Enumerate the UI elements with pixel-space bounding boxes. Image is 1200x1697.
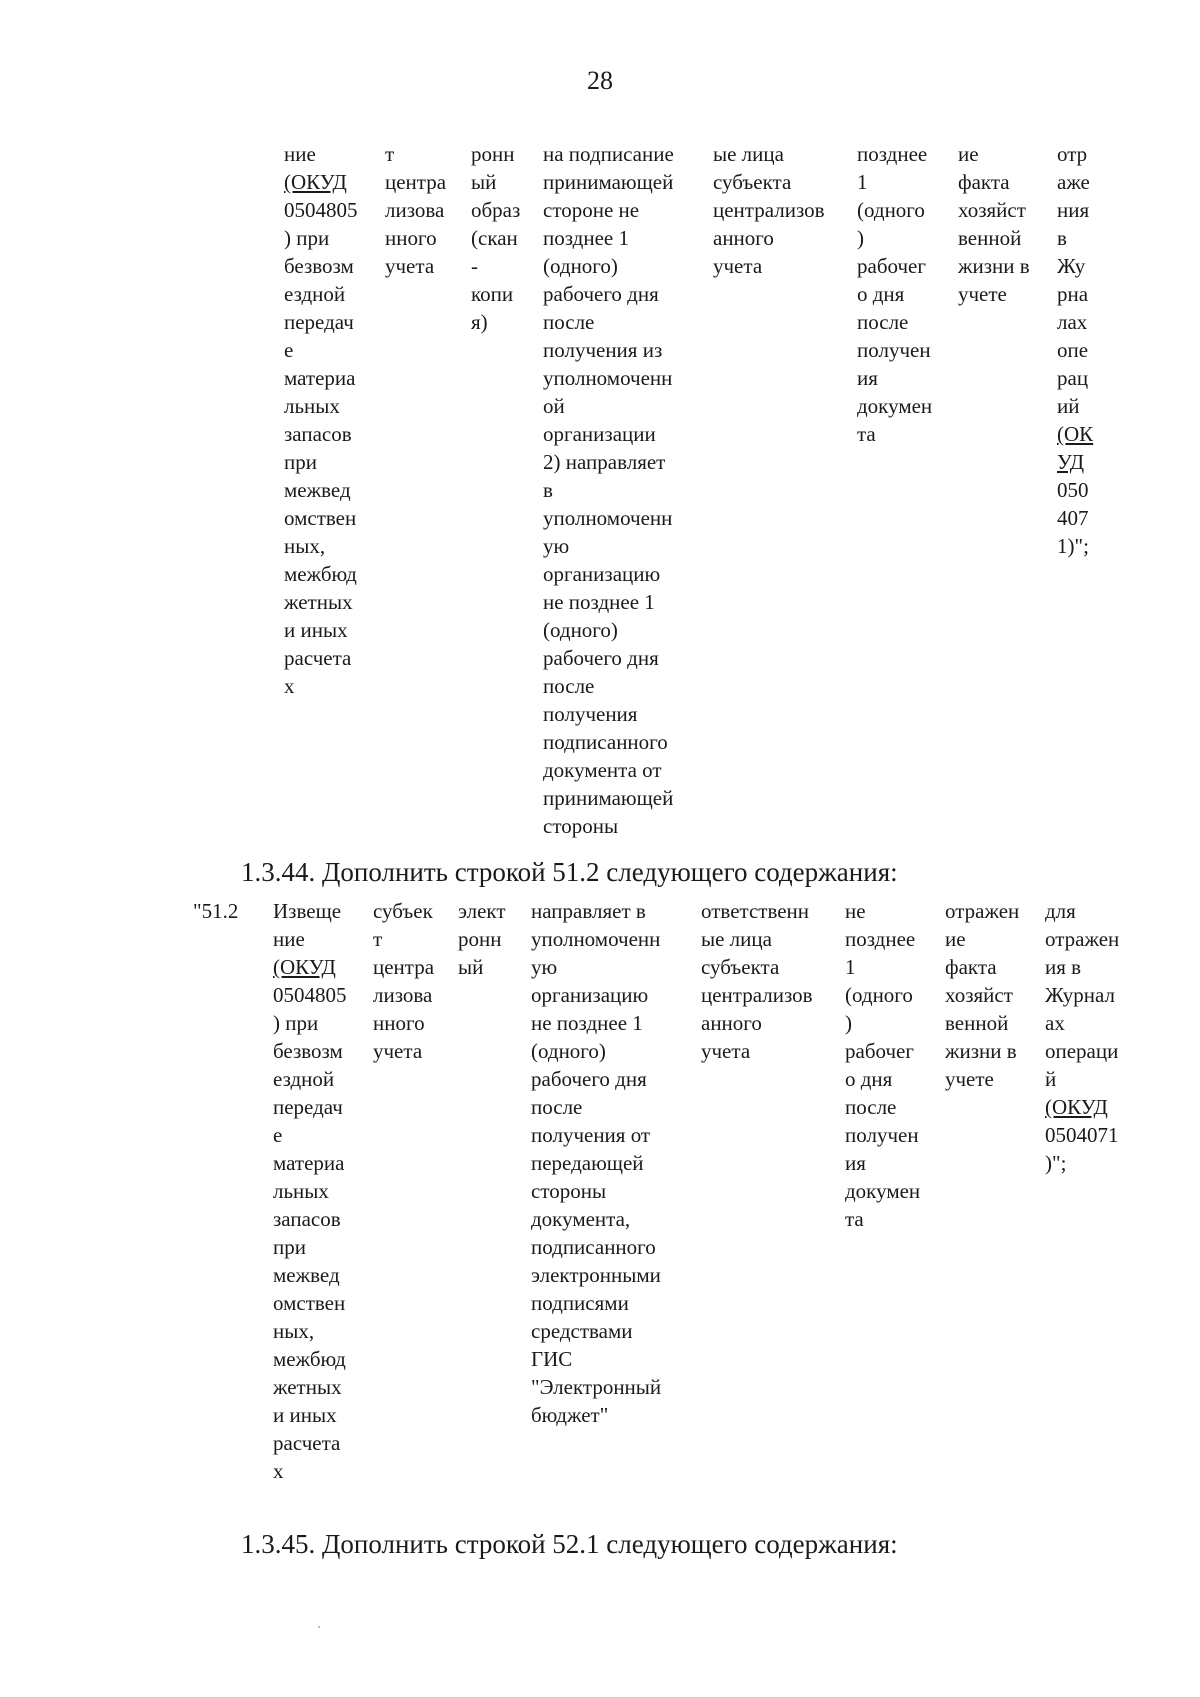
okud-underlined: (ОКУД bbox=[273, 955, 336, 979]
cell-text: 0504805 ) при безвозм ездной передач е материа льных запасов при межвед омствен ных, межбюд жетных и иных расчета х bbox=[284, 198, 358, 698]
okud-underlined: (ОК УД bbox=[1057, 422, 1094, 474]
table-a-col-document bbox=[284, 140, 358, 700]
table-a-col-form: ронн ый образ (скан - копи я) bbox=[471, 142, 521, 334]
cell-text: ние bbox=[284, 142, 316, 166]
cell-text: для отражен ия в Журнал ах операци й bbox=[1045, 899, 1120, 1091]
okud-underlined: (ОКУД bbox=[1045, 1095, 1108, 1119]
table-b-col-procedure: направляет в уполномоченн ую организацию не позднее 1 (одного) рабочего дня после получения от передающей стороны документа, подписанного электронными подписями средствами ГИС "Электронный бюджет" bbox=[531, 899, 662, 1427]
table-a-col-procedure: на подписание принимающей стороне не позднее 1 (одного) рабочего дня после получения из уполномоченн ой организации 2) направляет в уполномоченн ую организацию не позднее 1 (одного) рабочего дня после получения подписанного документа от принимающей стороны bbox=[543, 142, 674, 838]
table-a-col-responsible: ые лица субъекта централизов анного учета bbox=[713, 142, 825, 278]
okud-underlined: (ОКУД bbox=[284, 170, 347, 194]
cell-text: Извеще ние bbox=[273, 899, 342, 951]
table-b-col-subject: субъек т центра лизова нного учета bbox=[373, 899, 435, 1063]
table-a-col-result: ие факта хозяйст венной жизни в учете bbox=[958, 142, 1030, 306]
cell-text: 0504071 )"; bbox=[1045, 1123, 1119, 1175]
table-b-col-form: элект ронн ый bbox=[458, 899, 506, 979]
table-b-col-result: отражен ие факта хозяйст венной жизни в учете bbox=[945, 899, 1020, 1091]
table-b-col-responsible: ответственн ые лица субъекта централизов анного учета bbox=[701, 899, 813, 1063]
section-heading-1-3-44: 1.3.44. Дополнить строкой 51.2 следующего содержания: bbox=[241, 857, 898, 887]
scan-dot bbox=[318, 1626, 320, 1628]
table-b-row-number: "51.2 bbox=[193, 899, 239, 923]
page-number: 28 bbox=[587, 66, 613, 95]
table-a-col-subject: т центра лизова нного учета bbox=[385, 142, 447, 278]
cell-text: 050 407 1)"; bbox=[1057, 478, 1089, 558]
cell-text: отр аже ния в Жу рна лах опе рац ий bbox=[1057, 142, 1090, 418]
table-a-col-journal bbox=[1057, 140, 1093, 560]
cell-text: 0504805 ) при безвозм ездной передач е материа льных запасов при межвед омствен ных, межбюд жетных и иных расчета х bbox=[273, 983, 347, 1483]
table-b-col-journal bbox=[1045, 897, 1119, 1177]
table-b-col-deadline: не позднее 1 (одного ) рабочег о дня после получен ия докумен та bbox=[845, 899, 921, 1231]
section-heading-1-3-45: 1.3.45. Дополнить строкой 52.1 следующего содержания: bbox=[241, 1529, 898, 1559]
table-a-col-deadline: позднее 1 (одного ) рабочег о дня после получен ия докумен та bbox=[857, 142, 933, 446]
table-b-col-document bbox=[273, 897, 347, 1485]
